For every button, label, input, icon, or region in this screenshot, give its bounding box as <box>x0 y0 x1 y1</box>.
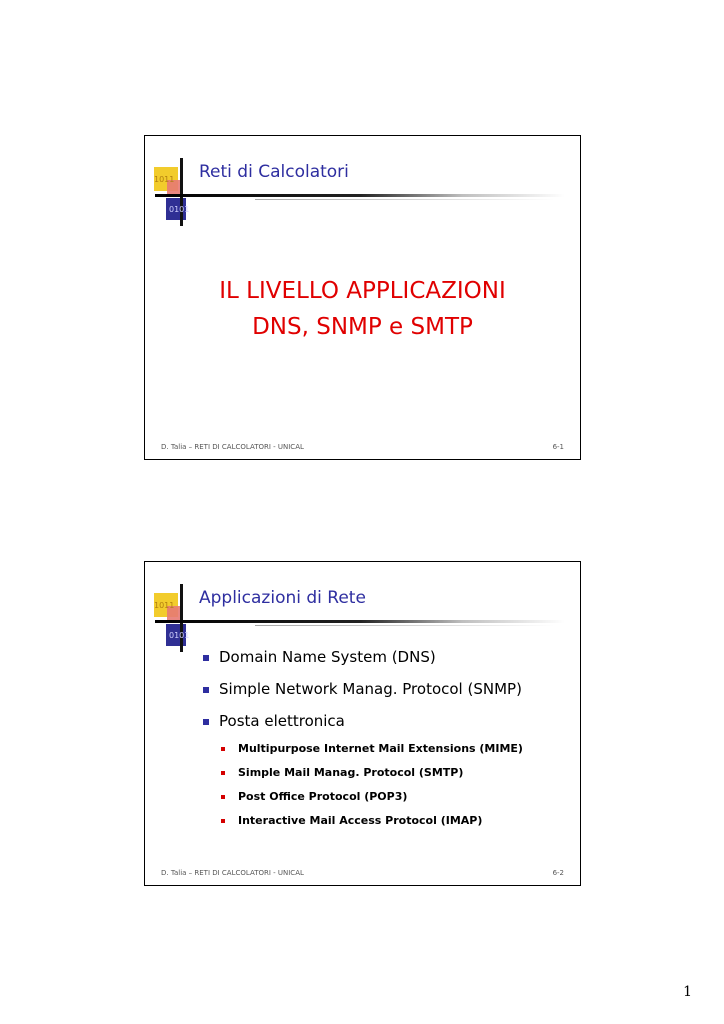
square-subbullet-icon <box>221 795 225 799</box>
subbullet-text: Multipurpose Internet Mail Extensions (MIME) <box>238 742 523 755</box>
page-number: 1 <box>683 984 692 1000</box>
square-bullet-icon <box>203 687 209 693</box>
list-item <box>203 712 522 744</box>
slide-logo <box>145 136 205 226</box>
bullet-list <box>203 648 522 744</box>
title-underline <box>155 620 565 623</box>
subbullet-text: Simple Mail Manag. Protocol (SMTP) <box>238 766 464 779</box>
square-subbullet-icon <box>221 747 225 751</box>
square-subbullet-icon <box>221 819 225 823</box>
logo-vertical-line <box>180 584 183 652</box>
slide-logo <box>145 562 205 652</box>
slide-footer-author: D. Talia – RETI DI CALCOLATORI - UNICAL <box>161 869 304 877</box>
title-underline <box>155 194 565 197</box>
list-item <box>219 766 523 790</box>
bullet-text: Domain Name System (DNS) <box>219 648 436 666</box>
bullet-text: Simple Network Manag. Protocol (SNMP) <box>219 680 522 698</box>
slide-footer-number: 6-2 <box>552 869 564 877</box>
bullet-text: Posta elettronica <box>219 712 345 730</box>
logo-bits-top: 1011 <box>154 175 175 184</box>
subbullet-text: Interactive Mail Access Protocol (IMAP) <box>238 814 483 827</box>
subbullet-text: Post Office Protocol (POP3) <box>238 790 408 803</box>
logo-vertical-line <box>180 158 183 226</box>
title-underline-shadow <box>255 199 555 200</box>
logo-bits-top: 1011 <box>154 601 175 610</box>
list-item <box>203 680 522 712</box>
list-item <box>219 790 523 814</box>
main-title-line-1: IL LIVELLO APPLICAZIONI <box>219 278 506 304</box>
sub-bullet-list <box>219 742 523 838</box>
title-underline-shadow <box>255 625 555 626</box>
square-bullet-icon <box>203 719 209 725</box>
slide-1 <box>144 135 581 460</box>
slide-title: Applicazioni di Rete <box>199 588 366 608</box>
list-item <box>203 648 522 680</box>
logo-bits-bottom: 0101 <box>169 205 190 214</box>
list-item <box>219 742 523 766</box>
square-subbullet-icon <box>221 771 225 775</box>
square-bullet-icon <box>203 655 209 661</box>
slide-2 <box>144 561 581 886</box>
main-title-line-2: DNS, SNMP e SMTP <box>252 314 473 340</box>
slide-footer-author: D. Talia – RETI DI CALCOLATORI - UNICAL <box>161 443 304 451</box>
logo-bits-bottom: 0101 <box>169 631 190 640</box>
slide-title: Reti di Calcolatori <box>199 162 349 182</box>
slide-footer-number: 6-1 <box>552 443 564 451</box>
list-item <box>219 814 523 838</box>
